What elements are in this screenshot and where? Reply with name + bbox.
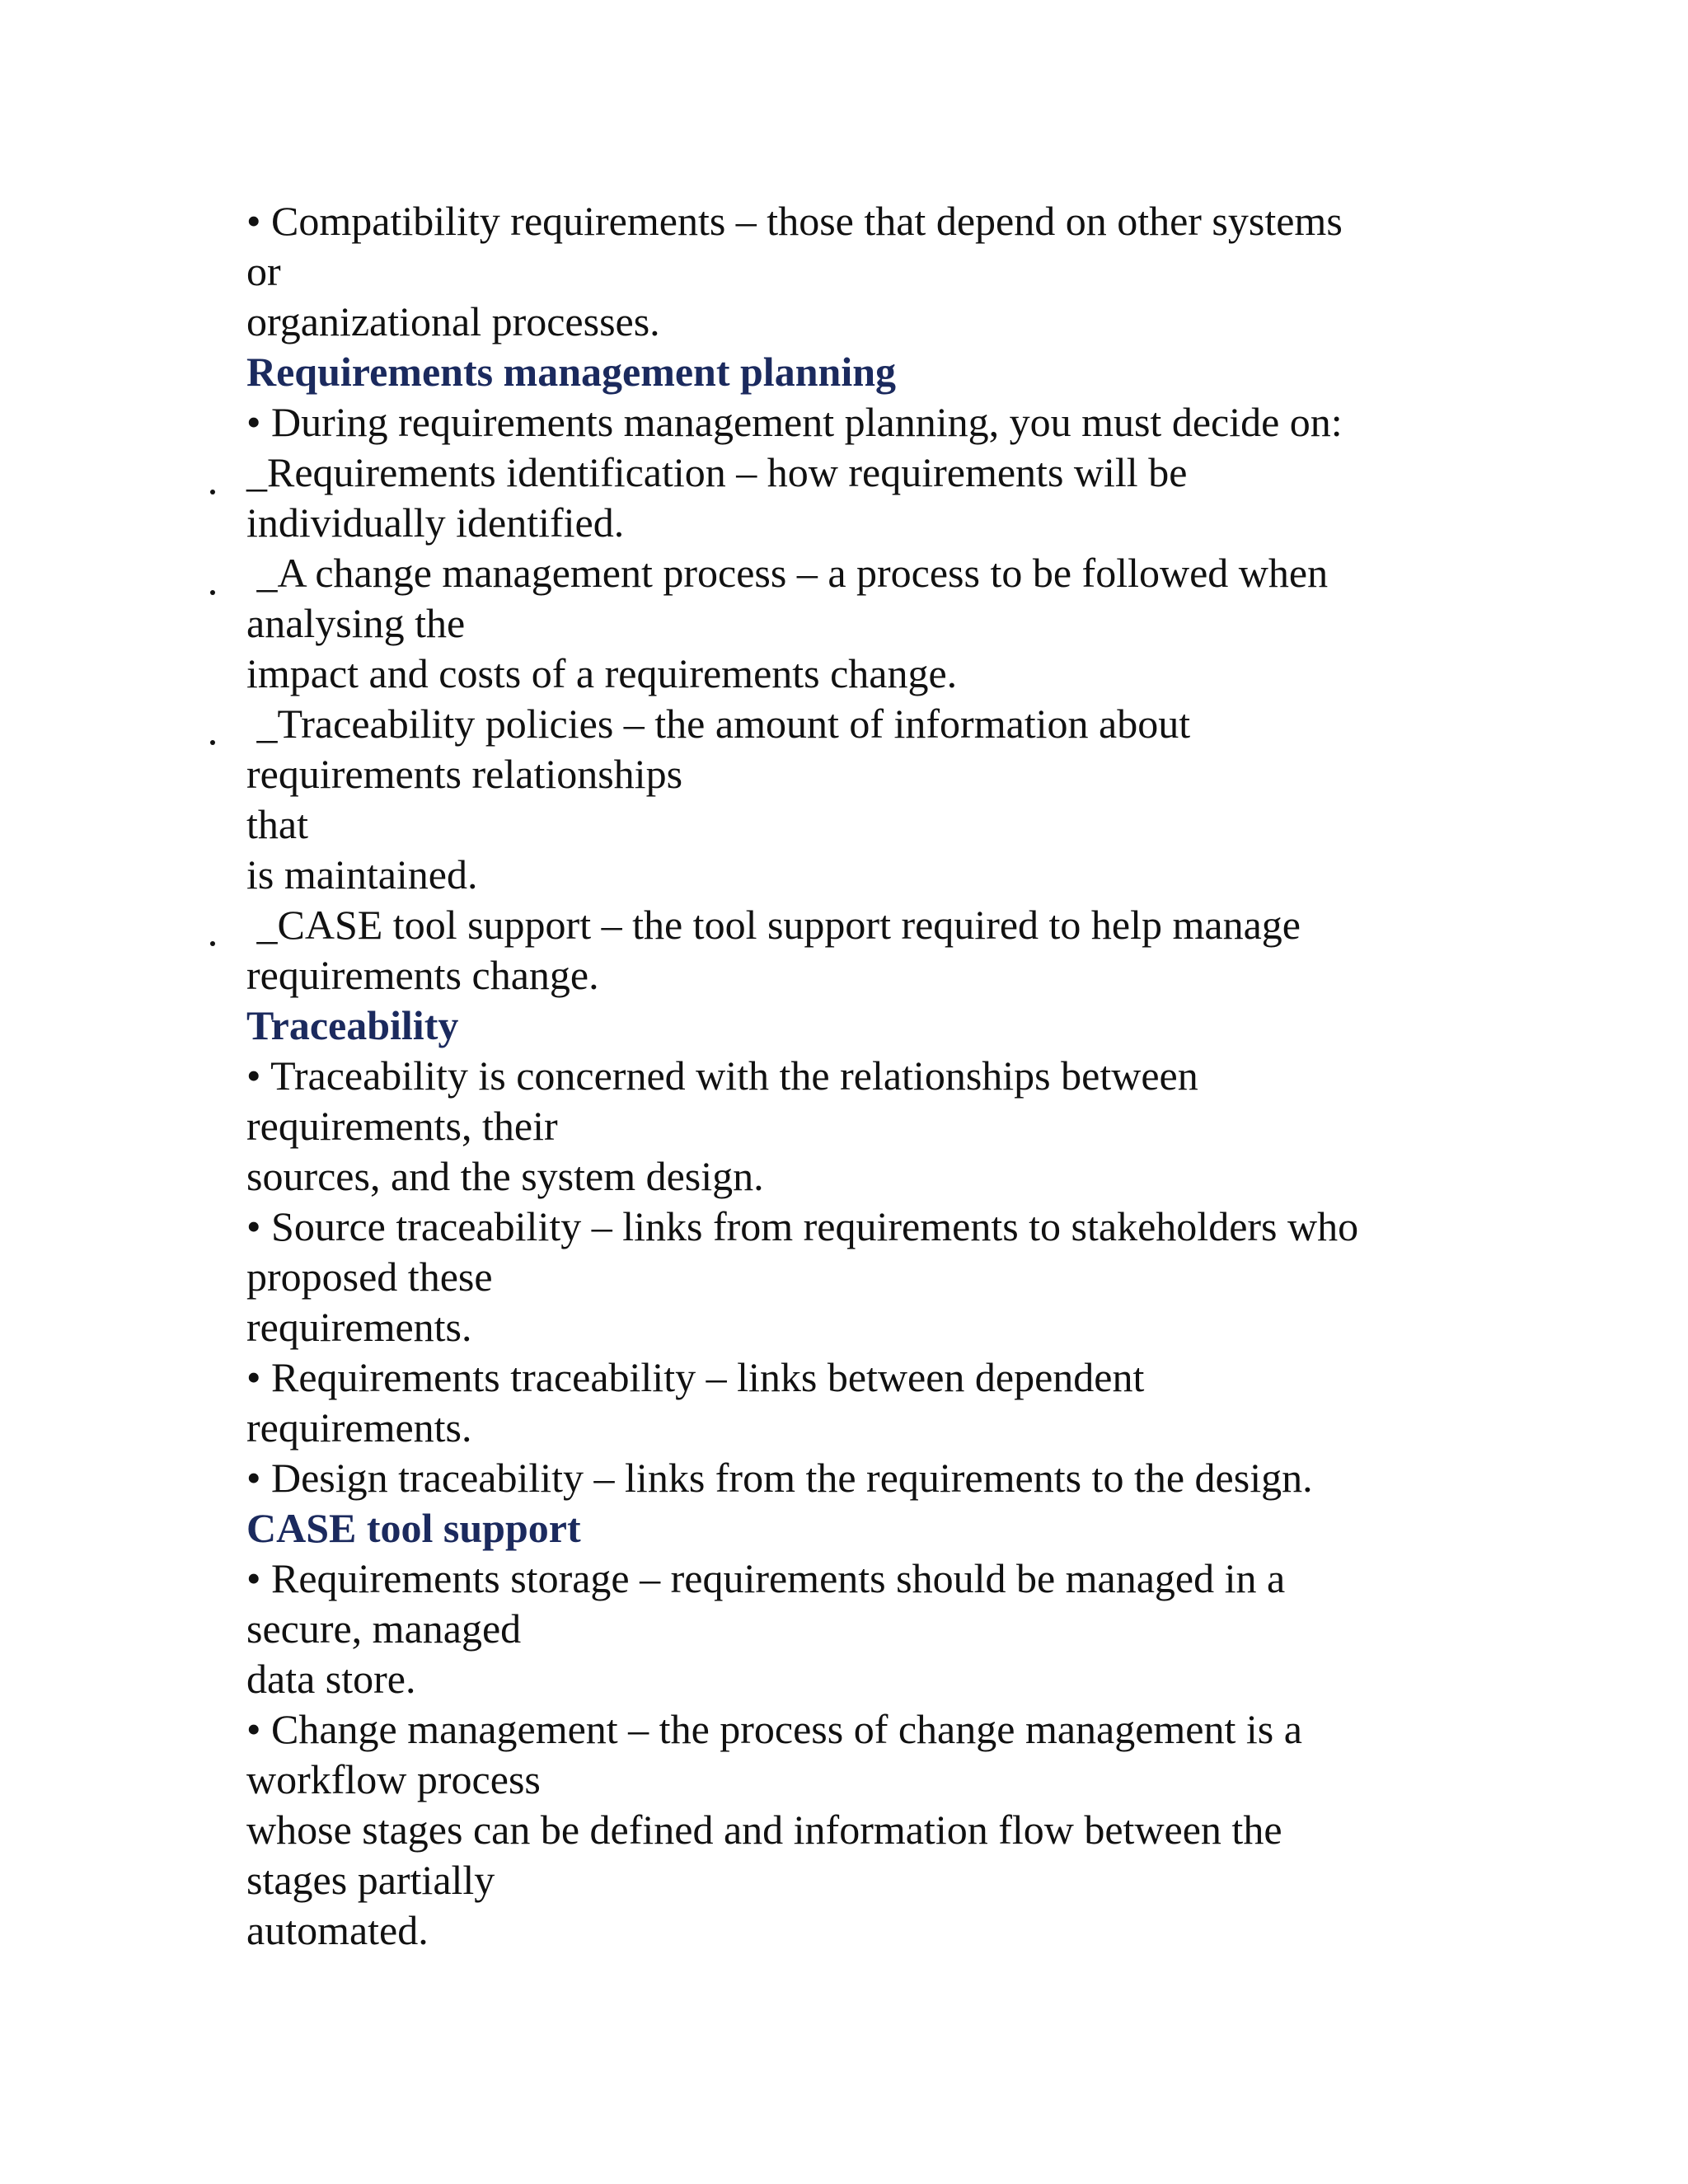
- text-line: sources, and the system design.: [246, 1153, 764, 1199]
- text-line: stages partially: [246, 1857, 495, 1903]
- text-line: requirements, their: [246, 1103, 558, 1149]
- text-line: is maintained.: [246, 851, 478, 898]
- text-line: _CASE tool support – the tool support required to help manage: [246, 902, 1301, 948]
- text-line: • Change management – the process of change management is a: [246, 1706, 1302, 1752]
- text-line: requirements.: [246, 1404, 472, 1451]
- text-line: analysing the: [246, 600, 466, 646]
- text-line: • Requirements traceability – links between dependent: [246, 1354, 1145, 1400]
- text-line: requirements.: [246, 1304, 472, 1350]
- text-line: or: [246, 248, 281, 294]
- text-line: secure, managed: [246, 1605, 522, 1652]
- list-bullet-dot: [210, 740, 215, 745]
- list-bullet-dot: [210, 590, 215, 595]
- text-line: requirements relationships: [246, 751, 683, 797]
- section-heading-requirements-management-planning: Requirements management planning: [246, 349, 897, 395]
- text-line: _Traceability policies – the amount of information about: [246, 701, 1191, 747]
- list-bullet-dot: [210, 941, 215, 946]
- text-line: automated.: [246, 1907, 429, 1953]
- text-line: organizational processes.: [246, 298, 660, 344]
- text-line: _Requirements identification – how requirements will be: [246, 449, 1188, 495]
- text-line: • Compatibility requirements – those that depend on other systems: [246, 198, 1343, 244]
- text-line: • Requirements storage – requirements should be managed in a: [246, 1555, 1286, 1601]
- section-heading-case-tool-support: CASE tool support: [246, 1505, 581, 1551]
- text-line: whose stages can be defined and information flow between the: [246, 1807, 1282, 1853]
- list-bullet-dot: [210, 490, 215, 494]
- text-line: • Source traceability – links from requirements to stakeholders who: [246, 1203, 1359, 1249]
- text-line: proposed these: [246, 1254, 493, 1300]
- text-line: • Traceability is concerned with the relationships between: [246, 1052, 1198, 1099]
- text-line: workflow process: [246, 1756, 541, 1802]
- section-heading-traceability: Traceability: [246, 1002, 459, 1048]
- text-line: data store.: [246, 1656, 416, 1702]
- text-line: requirements change.: [246, 952, 599, 998]
- text-line: • During requirements management planning, you must decide on:: [246, 399, 1343, 445]
- text-line: individually identified.: [246, 499, 625, 546]
- text-line: that: [246, 801, 308, 847]
- text-line: • Design traceability – links from the requirements to the design.: [246, 1455, 1313, 1501]
- text-line: _A change management process – a process to be followed when: [246, 550, 1329, 596]
- text-line: impact and costs of a requirements change.: [246, 650, 958, 696]
